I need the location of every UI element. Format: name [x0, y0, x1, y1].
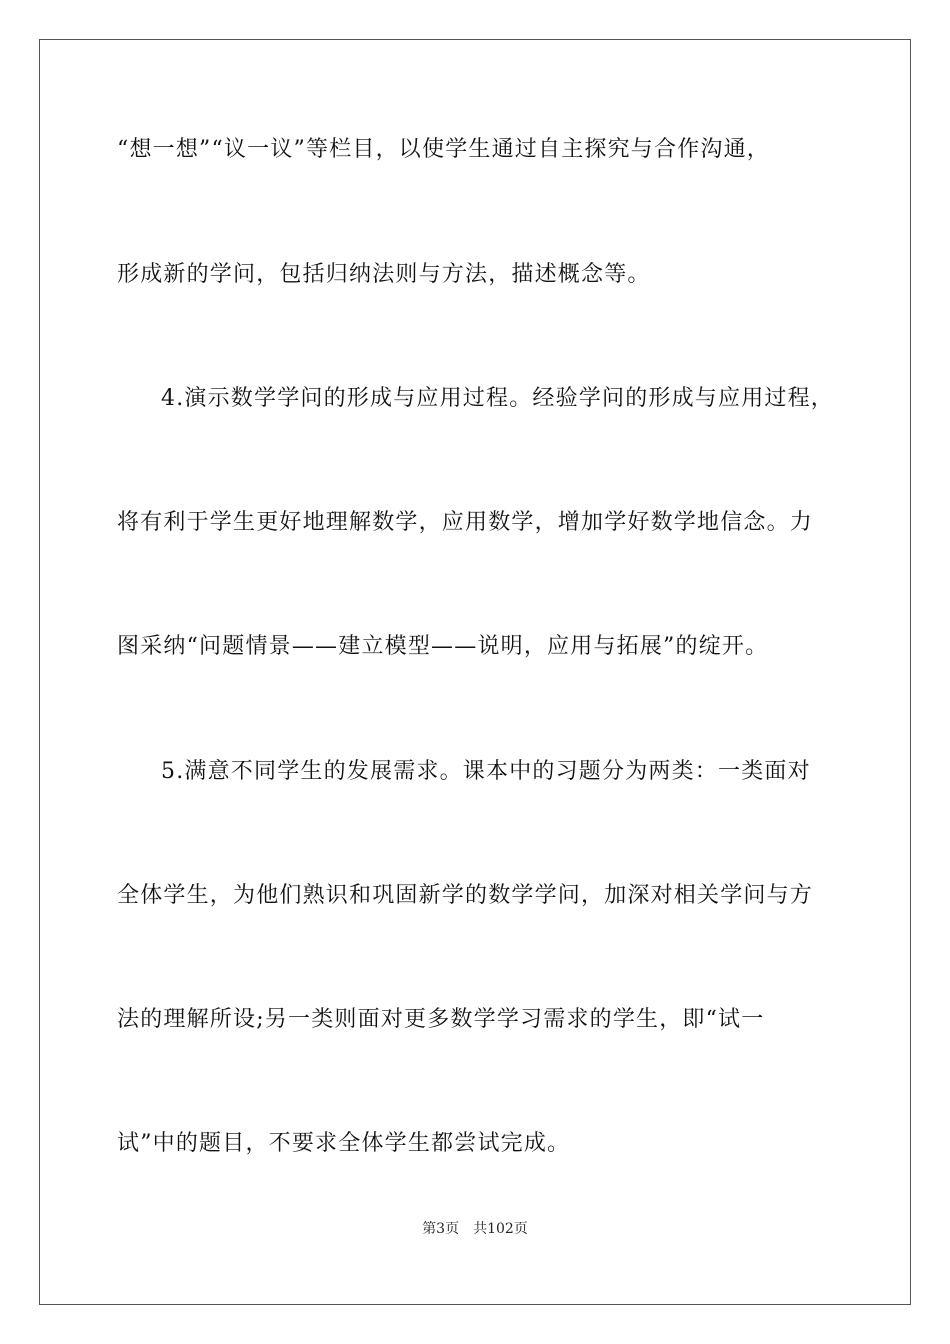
text-line-2: 形成新的学问，包括归纳法则与方法，描述概念等。	[117, 262, 651, 287]
page-number: 第3页	[422, 1221, 460, 1237]
total-pages: 共102页	[473, 1221, 528, 1237]
text-line-7: 全体学生，为他们熟识和巩固新学的数学学问，加深对相关学问与方	[117, 883, 814, 908]
text-line-9: 试”中的题目，不要求全体学生都尝试完成。	[117, 1131, 571, 1156]
text-line-4: 将有利于学生更好地理解数学，应用数学，增加学好数学地信念。力	[117, 510, 814, 535]
page-footer	[0, 1218, 950, 1238]
text-line-5: 图采纳“问题情景——建立模型——说明，应用与拓展”的绽开。	[117, 634, 769, 659]
text-line-1: “想一想”“议一议”等栏目，以使学生通过自主探究与合作沟通，	[117, 137, 770, 162]
text-line-6: 5.满意不同学生的发展需求。课本中的习题分为两类：一类面对	[161, 759, 811, 784]
page-border	[39, 39, 911, 1305]
text-line-3: 4.演示数学学问的形成与应用过程。经验学问的形成与应用过程，	[161, 386, 834, 411]
text-line-8: 法的理解所设;另一类则面对更多数学学习需求的学生，即“试一	[117, 1007, 765, 1032]
